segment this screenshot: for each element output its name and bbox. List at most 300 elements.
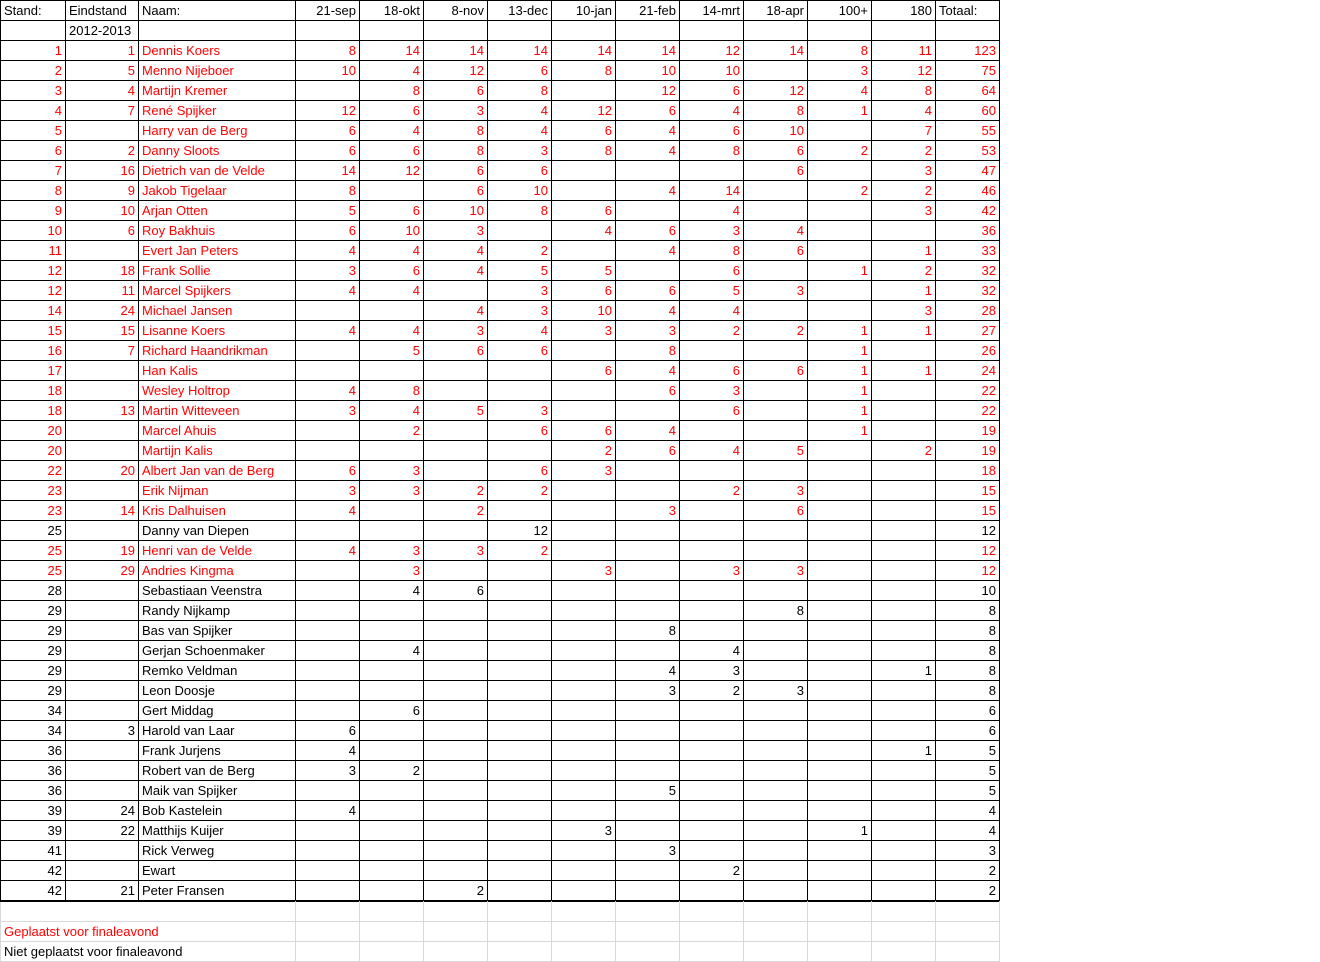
cell-eindstand: 19	[66, 541, 139, 561]
table-row[interactable]	[1, 421, 1000, 441]
table-row[interactable]	[1, 141, 1000, 161]
cell-event-10	[872, 581, 936, 601]
cell-event-5	[552, 401, 616, 421]
cell-event-7	[680, 881, 744, 901]
cell-stand: 39	[1, 801, 66, 821]
cell-event-1: 10	[296, 61, 360, 81]
cell-event-10: 8	[872, 81, 936, 101]
cell-stand: 8	[1, 181, 66, 201]
cell-event-7: 10	[680, 61, 744, 81]
cell-event-10: 12	[872, 61, 936, 81]
cell-event-7	[680, 841, 744, 861]
cell-event-6: 8	[616, 621, 680, 641]
cell-event-9	[808, 721, 872, 741]
cell-event-10	[872, 521, 936, 541]
cell-event-7: 4	[680, 301, 744, 321]
cell-event-7: 2	[680, 481, 744, 501]
cell-event-7: 6	[680, 121, 744, 141]
table-row[interactable]	[1, 181, 1000, 201]
cell-totaal: 42	[936, 201, 1000, 221]
cell-event-4	[488, 741, 552, 761]
cell-event-1	[296, 841, 360, 861]
cell-event-2: 4	[360, 641, 424, 661]
cell-stand: 4	[1, 101, 66, 121]
cell-event-3	[424, 821, 488, 841]
cell-event-7	[680, 821, 744, 841]
cell-event-8	[744, 801, 808, 821]
cell-event-4: 8	[488, 201, 552, 221]
cell-stand: 22	[1, 461, 66, 481]
cell-event-2	[360, 601, 424, 621]
cell-event-5: 5	[552, 261, 616, 281]
cell-naam: Evert Jan Peters	[139, 241, 296, 261]
cell-totaal: 8	[936, 661, 1000, 681]
legend-spacer	[360, 922, 424, 942]
cell-event-2: 3	[360, 561, 424, 581]
cell-event-5: 3	[552, 321, 616, 341]
cell-event-1	[296, 301, 360, 321]
cell-event-5	[552, 701, 616, 721]
table-header-row	[1, 1, 1000, 21]
cell-eindstand	[66, 781, 139, 801]
table-row[interactable]	[1, 881, 1000, 901]
cell-event-6: 4	[616, 301, 680, 321]
cell-naam: Marcel Spijkers	[139, 281, 296, 301]
cell-totaal: 75	[936, 61, 1000, 81]
cell-event-2: 6	[360, 201, 424, 221]
table-row[interactable]	[1, 381, 1000, 401]
cell-event-3	[424, 281, 488, 301]
legend-spacer	[680, 922, 744, 942]
table-row[interactable]	[1, 321, 1000, 341]
legend-not-qualified-label: Niet geplaatst voor finaleavond	[1, 942, 296, 962]
cell-event-3: 2	[424, 481, 488, 501]
cell-event-3	[424, 441, 488, 461]
table-row[interactable]	[1, 201, 1000, 221]
cell-stand: 18	[1, 401, 66, 421]
cell-event-5: 3	[552, 461, 616, 481]
cell-event-8: 6	[744, 361, 808, 381]
cell-event-8: 5	[744, 441, 808, 461]
table-row[interactable]	[1, 241, 1000, 261]
table-row[interactable]	[1, 841, 1000, 861]
cell-event-9	[808, 841, 872, 861]
cell-event-3: 4	[424, 301, 488, 321]
cell-event-3	[424, 521, 488, 541]
table-row[interactable]	[1, 721, 1000, 741]
cell-naam: Martijn Kalis	[139, 441, 296, 461]
table-row[interactable]	[1, 261, 1000, 281]
cell-event-10	[872, 381, 936, 401]
cell-stand: 36	[1, 781, 66, 801]
cell-event-1	[296, 341, 360, 361]
cell-naam: Sebastiaan Veenstra	[139, 581, 296, 601]
cell-event-2: 12	[360, 161, 424, 181]
cell-event-3: 8	[424, 141, 488, 161]
cell-event-7	[680, 701, 744, 721]
cell-event-2: 4	[360, 581, 424, 601]
cell-event-9	[808, 781, 872, 801]
cell-event-6	[616, 161, 680, 181]
cell-event-3: 3	[424, 541, 488, 561]
cell-naam: Gert Middag	[139, 701, 296, 721]
cell-stand: 25	[1, 561, 66, 581]
cell-naam: Bas van Spijker	[139, 621, 296, 641]
column-header-event-3: 8-nov	[424, 1, 488, 21]
table-row[interactable]	[1, 281, 1000, 301]
cell-event-1: 4	[296, 281, 360, 301]
cell-totaal: 8	[936, 681, 1000, 701]
cell-naam: Frank Sollie	[139, 261, 296, 281]
table-row[interactable]	[1, 541, 1000, 561]
table-row[interactable]	[1, 581, 1000, 601]
cell-event-10	[872, 641, 936, 661]
cell-event-2: 8	[360, 81, 424, 101]
table-row[interactable]	[1, 661, 1000, 681]
cell-event-6: 3	[616, 681, 680, 701]
cell-eindstand: 7	[66, 101, 139, 121]
cell-totaal: 19	[936, 441, 1000, 461]
cell-event-1: 6	[296, 721, 360, 741]
cell-event-6: 12	[616, 81, 680, 101]
cell-event-9	[808, 801, 872, 821]
table-row[interactable]	[1, 501, 1000, 521]
cell-totaal: 15	[936, 481, 1000, 501]
legend-spacer	[680, 902, 744, 922]
legend-spacer	[616, 922, 680, 942]
cell-naam: Martijn Kremer	[139, 81, 296, 101]
cell-event-3	[424, 841, 488, 861]
cell-event-5	[552, 681, 616, 701]
cell-event-6	[616, 881, 680, 901]
cell-event-4: 14	[488, 41, 552, 61]
cell-event-5: 10	[552, 301, 616, 321]
cell-event-10: 1	[872, 321, 936, 341]
cell-event-8: 6	[744, 241, 808, 261]
cell-totaal: 55	[936, 121, 1000, 141]
table-row[interactable]	[1, 561, 1000, 581]
cell-event-3	[424, 361, 488, 381]
cell-event-8	[744, 581, 808, 601]
cell-eindstand: 22	[66, 821, 139, 841]
cell-stand: 10	[1, 221, 66, 241]
table-row[interactable]	[1, 61, 1000, 81]
cell-event-8	[744, 721, 808, 741]
cell-event-9	[808, 541, 872, 561]
cell-event-7	[680, 341, 744, 361]
table-row[interactable]	[1, 601, 1000, 621]
cell-event-3	[424, 761, 488, 781]
cell-event-9	[808, 161, 872, 181]
cell-event-9: 2	[808, 181, 872, 201]
legend-spacer	[424, 922, 488, 942]
cell-event-5: 12	[552, 101, 616, 121]
cell-event-9: 1	[808, 361, 872, 381]
season-row-spacer	[872, 21, 936, 41]
column-header-event-1: 21-sep	[296, 1, 360, 21]
cell-event-4: 4	[488, 321, 552, 341]
cell-event-8	[744, 621, 808, 641]
cell-eindstand	[66, 681, 139, 701]
cell-event-9	[808, 501, 872, 521]
cell-event-1: 14	[296, 161, 360, 181]
cell-stand: 34	[1, 721, 66, 741]
cell-event-1: 5	[296, 201, 360, 221]
cell-event-7	[680, 161, 744, 181]
legend-spacer	[488, 942, 552, 962]
cell-totaal: 8	[936, 601, 1000, 621]
table-row[interactable]	[1, 81, 1000, 101]
table-row[interactable]	[1, 761, 1000, 781]
cell-totaal: 5	[936, 741, 1000, 761]
table-row[interactable]	[1, 461, 1000, 481]
legend-spacer	[616, 942, 680, 962]
cell-event-9: 1	[808, 321, 872, 341]
cell-totaal: 36	[936, 221, 1000, 241]
table-row[interactable]	[1, 741, 1000, 761]
cell-event-9	[808, 441, 872, 461]
cell-event-10	[872, 541, 936, 561]
cell-event-2	[360, 721, 424, 741]
cell-totaal: 27	[936, 321, 1000, 341]
cell-event-6: 4	[616, 181, 680, 201]
cell-naam: Martin Witteveen	[139, 401, 296, 421]
cell-event-2	[360, 681, 424, 701]
cell-event-10	[872, 701, 936, 721]
cell-naam: Maik van Spijker	[139, 781, 296, 801]
cell-event-2: 8	[360, 381, 424, 401]
cell-event-8	[744, 401, 808, 421]
legend-blank-cell	[1, 902, 296, 922]
cell-naam: Lisanne Koers	[139, 321, 296, 341]
cell-event-5	[552, 601, 616, 621]
season-row-spacer	[744, 21, 808, 41]
cell-event-10	[872, 481, 936, 501]
cell-eindstand: 21	[66, 881, 139, 901]
table-row[interactable]	[1, 861, 1000, 881]
cell-event-7	[680, 421, 744, 441]
cell-event-10	[872, 881, 936, 901]
cell-event-5	[552, 841, 616, 861]
table-row[interactable]	[1, 101, 1000, 121]
cell-naam: Arjan Otten	[139, 201, 296, 221]
cell-eindstand	[66, 641, 139, 661]
table-row[interactable]	[1, 481, 1000, 501]
legend-spacer	[936, 942, 1000, 962]
table-row[interactable]	[1, 801, 1000, 821]
cell-naam: Roy Bakhuis	[139, 221, 296, 241]
cell-event-4	[488, 221, 552, 241]
cell-event-4	[488, 441, 552, 461]
cell-event-5: 6	[552, 421, 616, 441]
cell-totaal: 53	[936, 141, 1000, 161]
cell-event-10: 2	[872, 141, 936, 161]
cell-event-9	[808, 121, 872, 141]
column-header-naam: Naam:	[139, 1, 296, 21]
cell-event-7	[680, 801, 744, 821]
table-row[interactable]	[1, 41, 1000, 61]
cell-event-4: 6	[488, 341, 552, 361]
cell-stand: 7	[1, 161, 66, 181]
cell-event-7: 3	[680, 221, 744, 241]
cell-stand: 29	[1, 641, 66, 661]
cell-eindstand: 6	[66, 221, 139, 241]
cell-event-10: 2	[872, 441, 936, 461]
table-row[interactable]	[1, 681, 1000, 701]
cell-event-10: 2	[872, 261, 936, 281]
cell-event-2: 6	[360, 101, 424, 121]
cell-event-3	[424, 381, 488, 401]
cell-event-10	[872, 861, 936, 881]
season-row-spacer	[139, 21, 296, 41]
cell-eindstand: 4	[66, 81, 139, 101]
table-row[interactable]	[1, 301, 1000, 321]
cell-event-10: 4	[872, 101, 936, 121]
cell-event-6	[616, 601, 680, 621]
cell-event-2	[360, 521, 424, 541]
cell-event-7	[680, 521, 744, 541]
cell-event-1	[296, 581, 360, 601]
cell-event-8	[744, 301, 808, 321]
cell-eindstand: 16	[66, 161, 139, 181]
cell-stand: 16	[1, 341, 66, 361]
table-row[interactable]	[1, 401, 1000, 421]
cell-event-2	[360, 621, 424, 641]
cell-event-2: 6	[360, 141, 424, 161]
cell-event-1	[296, 821, 360, 841]
cell-event-6	[616, 521, 680, 541]
cell-stand: 1	[1, 41, 66, 61]
cell-totaal: 8	[936, 621, 1000, 641]
cell-event-4	[488, 361, 552, 381]
column-header-totaal: Totaal:	[936, 1, 1000, 21]
cell-event-5	[552, 761, 616, 781]
table-row[interactable]	[1, 701, 1000, 721]
cell-event-9	[808, 461, 872, 481]
cell-event-2: 5	[360, 341, 424, 361]
season-row-spacer	[424, 21, 488, 41]
cell-event-10	[872, 841, 936, 861]
table-row[interactable]	[1, 441, 1000, 461]
cell-totaal: 26	[936, 341, 1000, 361]
table-row[interactable]	[1, 161, 1000, 181]
cell-event-1: 12	[296, 101, 360, 121]
legend-spacer	[808, 942, 872, 962]
cell-event-9: 1	[808, 821, 872, 841]
cell-event-6: 4	[616, 421, 680, 441]
cell-event-9: 1	[808, 101, 872, 121]
cell-totaal: 10	[936, 581, 1000, 601]
cell-event-4	[488, 861, 552, 881]
cell-event-9: 3	[808, 61, 872, 81]
cell-event-7: 3	[680, 561, 744, 581]
cell-event-1: 3	[296, 761, 360, 781]
table-row[interactable]	[1, 361, 1000, 381]
cell-event-7: 3	[680, 381, 744, 401]
cell-event-2	[360, 741, 424, 761]
cell-event-4	[488, 381, 552, 401]
table-row[interactable]	[1, 521, 1000, 541]
cell-event-2: 4	[360, 61, 424, 81]
cell-event-6: 3	[616, 841, 680, 861]
table-row[interactable]	[1, 221, 1000, 241]
legend-spacer	[936, 922, 1000, 942]
legend-spacer	[872, 922, 936, 942]
cell-event-3: 14	[424, 41, 488, 61]
cell-event-9: 4	[808, 81, 872, 101]
cell-event-7: 6	[680, 81, 744, 101]
cell-event-7: 2	[680, 321, 744, 341]
table-row[interactable]	[1, 621, 1000, 641]
cell-event-5	[552, 781, 616, 801]
cell-event-8: 3	[744, 681, 808, 701]
cell-event-10: 1	[872, 741, 936, 761]
cell-eindstand	[66, 241, 139, 261]
cell-eindstand	[66, 381, 139, 401]
cell-event-8: 2	[744, 321, 808, 341]
cell-totaal: 33	[936, 241, 1000, 261]
cell-event-3: 12	[424, 61, 488, 81]
cell-event-5	[552, 801, 616, 821]
cell-eindstand	[66, 581, 139, 601]
cell-event-2	[360, 781, 424, 801]
cell-event-1	[296, 661, 360, 681]
cell-event-5	[552, 481, 616, 501]
cell-eindstand: 20	[66, 461, 139, 481]
cell-stand: 29	[1, 621, 66, 641]
season-row	[1, 21, 1000, 41]
cell-event-3	[424, 561, 488, 581]
table-row[interactable]	[1, 821, 1000, 841]
cell-event-10: 7	[872, 121, 936, 141]
cell-stand: 23	[1, 501, 66, 521]
table-row[interactable]	[1, 781, 1000, 801]
cell-naam: Andries Kingma	[139, 561, 296, 581]
cell-event-5	[552, 181, 616, 201]
cell-stand: 41	[1, 841, 66, 861]
cell-event-8: 6	[744, 161, 808, 181]
legend-spacer	[744, 942, 808, 962]
cell-event-9	[808, 761, 872, 781]
cell-event-2: 4	[360, 321, 424, 341]
cell-event-6	[616, 261, 680, 281]
cell-stand: 23	[1, 481, 66, 501]
table-row[interactable]	[1, 641, 1000, 661]
legend-table	[0, 901, 1000, 962]
table-row[interactable]	[1, 121, 1000, 141]
legend-spacer	[296, 922, 360, 942]
cell-naam: Albert Jan van de Berg	[139, 461, 296, 481]
cell-event-8	[744, 881, 808, 901]
cell-event-2	[360, 881, 424, 901]
cell-event-9	[808, 641, 872, 661]
season-row-spacer	[808, 21, 872, 41]
cell-naam: Ewart	[139, 861, 296, 881]
cell-event-7	[680, 501, 744, 521]
cell-stand: 42	[1, 881, 66, 901]
cell-event-4: 3	[488, 281, 552, 301]
cell-event-6: 4	[616, 241, 680, 261]
cell-event-10	[872, 401, 936, 421]
cell-event-3	[424, 601, 488, 621]
cell-stand: 20	[1, 441, 66, 461]
cell-stand: 2	[1, 61, 66, 81]
cell-event-7: 4	[680, 641, 744, 661]
cell-event-8: 4	[744, 221, 808, 241]
cell-totaal: 12	[936, 541, 1000, 561]
cell-event-4: 12	[488, 521, 552, 541]
table-row[interactable]	[1, 341, 1000, 361]
